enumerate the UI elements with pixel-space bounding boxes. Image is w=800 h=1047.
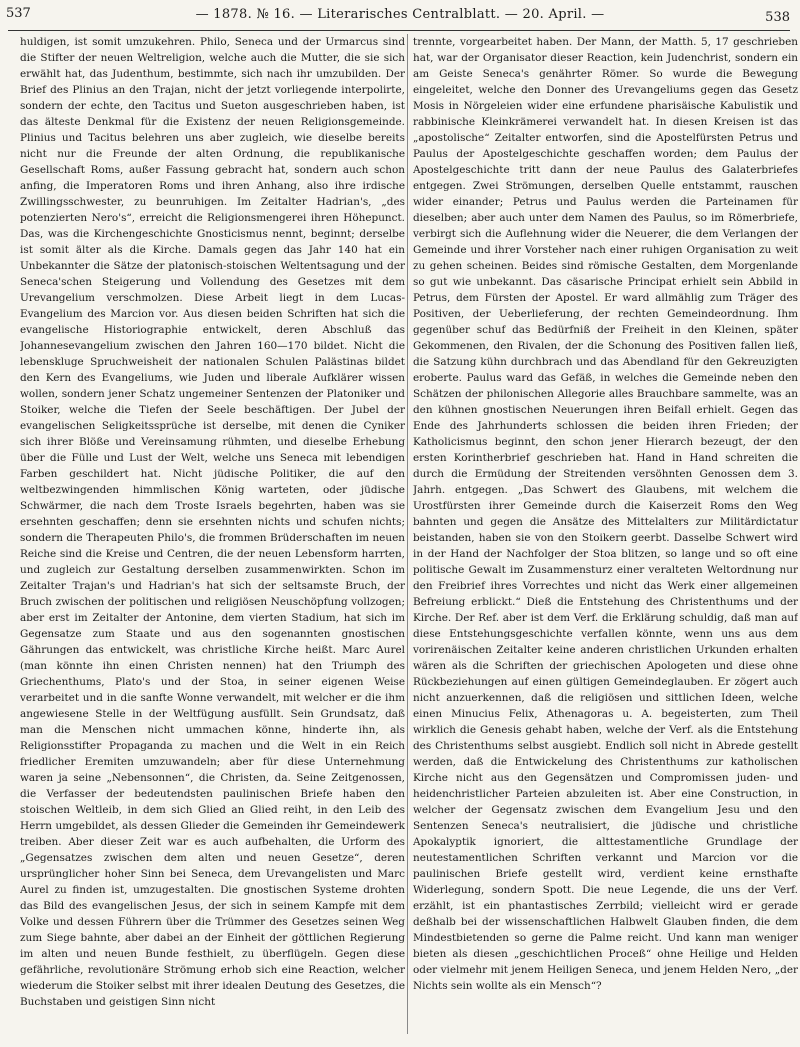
page-number-left: 537 xyxy=(6,6,31,21)
running-title: — 1878. № 16. — Literarisches Centralblatt. — 20. April. — xyxy=(195,7,605,22)
page-number-right: 538 xyxy=(765,10,790,25)
column-divider xyxy=(407,34,408,1034)
left-column-text: huldigen, ist somit umzukehren. Philo, Seneca und der Urmarcus sind die Stifter der neuen Weltreligion, welche auch die Mutter, die sie sich erwählt hat, das Judenthum, bestimmte, sich nach ihr umzubilden. Der Brief des Plinius an den Trajan, nicht der jetzt vorliegende interpolirte, sondern der echte, den Tacitus und Sueton ausgeschrieben haben, ist das älteste Denkmal für die Existenz der neuen Religionsgemeinde. Plinius und Tacitus belehren uns aber zugleich, wie dieselbe bereits nicht nur die Freunde der alten Ordnung, die republikanische Gesellschaft Roms, außer Fassung gebracht hat, sondern auch schon anfing, die Imperatoren Roms und ihren Anhang, also ihre irdische Zwillingsschwester, zu beunruhigen. Im Zeitalter Hadrian's, „des potenzierten Nero's“, erreicht die Religionsmengerei ihren Höhepunct. Das, was die Kirchengeschichte Gnosticismus nennt, beginnt; derselbe ist somit älter als die Kirche. Damals gegen das Jahr 140 hat ein Unbekannter die Sätze der platonisch-stoischen Weltentsagung und der Seneca'schen Steigerung und Vollendung des Gesetzes mit dem Urevangelium verschmolzen. Diese Arbeit liegt in dem Lucas-Evangelium des Marcion vor. Aus diesen beiden Schriften hat sich die evangelische Historiographie entwickelt, deren Abschluß das Johannesevangelium zwischen den Jahren 160—170 bildet. Nicht die lebenskluge Spruchweisheit der nationalen Schulen Palästinas bildet den Kern des Evangeliums, wie Juden und liberale Aufklärer wissen wollen, sondern jener Schatz ungemeiner Sentenzen der Platoniker und Stoiker, welche die Tiefen der Seele beschäftigen. Der Jubel der evangelischen Seligkeitssprüche ist derselbe, mit denen die Cyniker sich ihrer Blöße und Vereinsamung rühmten, und dieselbe Erhebung über die Fülle und Lust der Welt, welche uns Seneca mit lebendigen Farben geschildert hat. Nicht jüdische Politiker, die auf den weltbezwingenden himmlischen König warteten, oder jüdische Schwärmer, die nach dem Troste Israels begehrten, haben was sie ersehnten geschaffen; denn sie ersehnten nichts und schufen nichts; sondern die Therapeuten Philo's, die frommen Brüderschaften im neuen Reiche sind die Kreise und Centren, die der neuen Lebensform harrten, und zugleich zur Gestaltung derselben zusammenwirkten. Schon im Zeitalter Trajan's und Hadrian's hat sich der seltsamste Bruch, der Bruch zwischen der politischen und religiösen Neuschöpfung vollzogen; aber erst im Zeitalter der Antonine, dem vierten Stadium, hat sich im Gegensatze zum Staate und aus den sogenannten gnostischen Gährungen das entwickelt, was christliche Kirche heißt. Marc Aurel (man könnte ihn einen Christen nennen) hat den Triumph des Griechenthums, Plato's und der Stoa, in seiner eigenen Weise verarbeitet und in die sanfte Wonne verwandelt, mit welcher er die ihm angewiesene Stelle in der Weltfügung ausfüllt. Sein Grundsatz, daß man die Menschen nicht ummachen könne, hinderte ihn, als Religionsstifter Propaganda zu machen und die Welt in ein Reich friedlicher Eremiten umzuwandeln; aber für diese Unternehmung waren ja seine „Nebensonnen“, die Christen, da. Seine Zeitgenossen, die Verfasser der bedeutendsten paulinischen Briefe haben den stoischen Weltleib, in dem sich Glied an Glied reiht, in den Leib des Herrn umgebildet, als dessen Glieder die Gemeinden ihr Gemeindewerk treiben. Aber dieser Zeit war es auch aufbehalten, die Urform des „Gegensatzes zwischen dem alten und neuen Gesetze“, deren ursprünglicher hoher Sinn bei Seneca, dem Urevangelisten und Marc Aurel zu finden ist, umzugestalten. Die gnostischen Systeme drohten das Bild des evangelischen Jesus, der sich in seinem Kampfe mit dem Volke und dessen Führern über die Trümmer des Gesetzes seinen Weg zum Siege bahnte, aber dabei an der Einheit der göttlichen Regierung im alten und neuen Bunde festhielt, zu überflügeln. Gegen diese gefährliche, revolutionäre Strömung erhob sich eine Reaction, welcher wiederum die Stoiker selbst mit ihrer idealen Deutung des Gesetzes, die Buchstaben und geistigen Sinn nicht xyxy=(20,36,405,1008)
page-header xyxy=(0,0,800,30)
right-column xyxy=(413,34,798,1039)
right-column-text: trennte, vorgearbeitet haben. Der Mann, der Matth. 5, 17 geschrieben hat, war der Organisator dieser Reaction, kein Judenchrist, sondern ein am Geiste Seneca's genährter Römer. So wurde die Bewegung eingeleitet, welche den Donner des Urevangeliums gegen das Gesetz Mosis in Nörgeleien wider eine erfundene pharisäische Kabulistik und rabbinische Kleinkrämerei verwandelt hat. In diesen Kreisen ist das „apostolische“ Zeitalter entworfen, sind die Apostelfürsten Petrus und Paulus der Apostelgeschichte geschaffen worden; dem Paulus der Apostelgeschichte tritt dann der neue Paulus des Galaterbriefes entgegen. Zwei Strömungen, derselben Quelle entstammt, rauschen wider einander; Petrus und Paulus werden die Parteinamen für dieselben; aber auch unter dem Namen des Paulus, so im Römerbriefe, verbirgt sich die Auflehnung wider die Neuerer, die dem Verlangen der Gemeinde und ihrer Vorsteher nach einer ruhigen Organisation zu weit zu gehen scheinen. Beides sind römische Gestalten, dem Morgenlande so gut wie unbekannt. Das cäsarische Principat erhielt sein Abbild in Petrus, dem Fürsten der Apostel. Er ward allmählig zum Träger des Positiven, der Ueberlieferung, der rechten Gemeindeordnung. Ihm gegenüber schuf das Bedürfniß der Freiheit in den Kleinen, später Gekommenen, den Rivalen, der die Schonung des Positiven fallen ließ, die Satzung kühn durchbrach und das Abendland für den Gekreuzigten eroberte. Paulus ward das Gefäß, in welches die Gemeinde neben den Schätzen der philonischen Allegorie alles Brauchbare sammelte, was an den kühnen gnostischen Neuerungen ihren Beifall erhielt. Gegen das Ende des Jahrhunderts schlossen die beiden ihren Frieden; der Katholicismus beginnt, den schon jener Hierarch bezeugt, der den ersten Korintherbrief geschrieben hat. Hand in Hand schreiten die durch die Ermüdung der Streitenden versöhnten Genossen dem 3. Jahrh. entgegen. „Das Schwert des Glaubens, mit welchem die Urostfürsten ihrer Gemeinde durch die Kaiserzeit Roms den Weg bahnten und gegen die Ansätze des Mittelalters zur Militärdictatur beistanden, haben sie von den Stoikern geerbt. Dasselbe Schwert wird in der Hand der Nachfolger der Stoa blitzen, so lange und so oft eine politische Gewalt im Zusammensturz einer veralteten Weltordnung nur den Freibrief ihres Vorrechtes und nicht das Werk einer allgemeinen Befreiung erblickt.“ Dieß die Entstehung des Christenthums und der Kirche. Der Ref. aber ist dem Verf. die Erklärung schuldig, daß man auf diese Entstehungsgeschichte verfallen könnte, wenn uns aus dem vorirenäischen Zeitalter keine anderen christlichen Urkunden erhalten wären als die Schriften der griechischen Apologeten und diese ohne Rückbeziehungen auf einen gültigen Gemeindeglauben. Er zögert auch nicht anzuerkennen, daß die religiösen und sittlichen Ideen, welche einen Minucius Felix, Athenagoras u. A. begeisterten, zum Theil wirklich die Genesis gehabt haben, welche der Verf. als die Entstehung des Christenthums selbst ausgiebt. Endlich soll nicht in Abrede gestellt werden, daß die Entwickelung des Christenthums zur katholischen Kirche nicht aus den Gegensätzen und Compromissen juden- und heidenchristlicher Parteien abzuleiten ist. Aber eine Construction, in welcher der Gegensatz zwischen dem Evangelium Jesu und den Sentenzen Seneca's neutralisiert, die jüdische und christliche Apokalyptik ignoriert, die alttestamentliche Grundlage der neutestamentlichen Schriften verkannt und Marcion vor die paulinischen Briefe gestellt wird, verdient keine ernsthafte Widerlegung, sondern Spott. Die neue Legende, die uns der Verf. erzählt, ist ein phantastisches Zerrbild; vielleicht wird er gerade deßhalb bei der wissenschaftlichen Halbwelt Glauben finden, die dem Mindestbietenden so gerne die Palme reicht. Und kann man weniger bieten als diesen „geschichtlichen Proceß“ ohne Heilige und Helden oder vielmehr mit jenem Heiligen Seneca, und jenem Helden Nero, „der Nichts sein wollte als ein Mensch“? xyxy=(413,36,798,992)
header-rule xyxy=(8,30,790,31)
left-column xyxy=(20,34,405,1039)
